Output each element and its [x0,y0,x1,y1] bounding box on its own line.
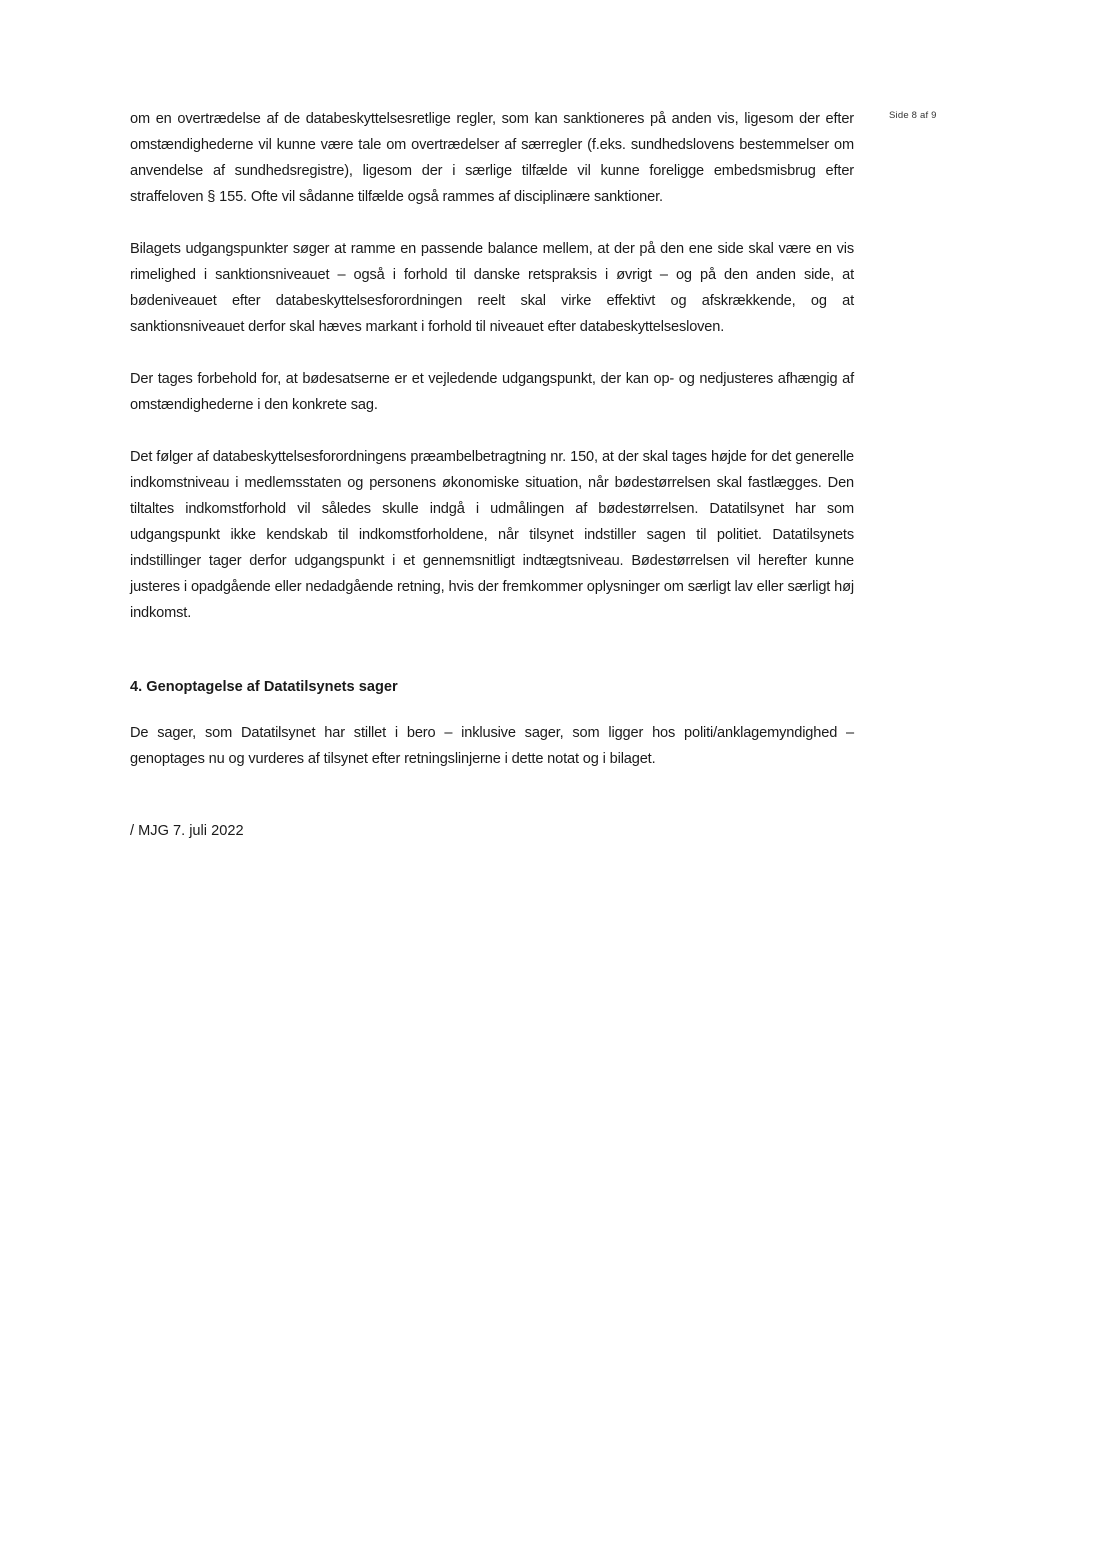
signature: / MJG 7. juli 2022 [130,823,244,839]
section-heading: 4. Genoptagelse af Datatilsynets sager [130,679,398,695]
page-number: Side 8 af 9 [889,110,937,121]
paragraph-1: om en overtrædelse af de databeskyttelsesretlige regler, som kan sanktioneres på anden vis, ligesom der efter omstændighederne vil kunne være tale om overtrædelser af særregler (f.eks. sundhedslovens bestemmelser om anvendelse af sundhedsregistre), ligesom der i særlige tilfælde vil kunne foreligge embedsmisbrug efter straffeloven § 155. Ofte vil sådanne tilfælde også rammes af disciplinære sanktioner. [130,111,854,205]
document-body [130,106,854,844]
paragraph-2: Bilagets udgangspunkter søger at ramme en passende balance mellem, at der på den ene side skal være en vis rimelighed i sanktionsniveauet – også i forhold til danske retspraksis i øvrigt – og på den anden side, at bødeniveauet efter databeskyttelsesforordningen reelt skal virke effektivt og afskrækkende, og at sanktionsniveauet derfor skal hæves markant i forhold til niveauet efter databeskyttelsesloven. [130,241,854,335]
paragraph-3: Der tages forbehold for, at bødesatserne er et vejledende udgangspunkt, der kan op- og nedjusteres afhængig af omstændighederne i den konkrete sag. [130,371,854,413]
section-paragraph: De sager, som Datatilsynet har stillet i bero – inklusive sager, som ligger hos politi/anklagemyndighed – genoptages nu og vurderes af tilsynet efter retningslinjerne i dette notat og i bilaget. [130,725,854,767]
paragraph-4: Det følger af databeskyttelsesforordningens præambelbetragtning nr. 150, at der skal tages højde for det generelle indkomstniveau i medlemsstaten og personens økonomiske situation, når bødestørrelsen skal fastlægges. Den tiltaltes indkomstforhold vil således skulle indgå i udmålingen af bødestørrelsen. Datatilsynet har som udgangspunkt ikke kendskab til indkomstforholdene, når tilsynet indstiller sagen til politiet. Datatilsynets indstillinger tager derfor udgangspunkt i et gennemsnitligt indtægtsniveau. Bødestørrelsen vil herefter kunne justeres i opadgående eller nedadgående retning, hvis der fremkommer oplysninger om særligt lav eller særligt høj indkomst. [130,449,854,621]
